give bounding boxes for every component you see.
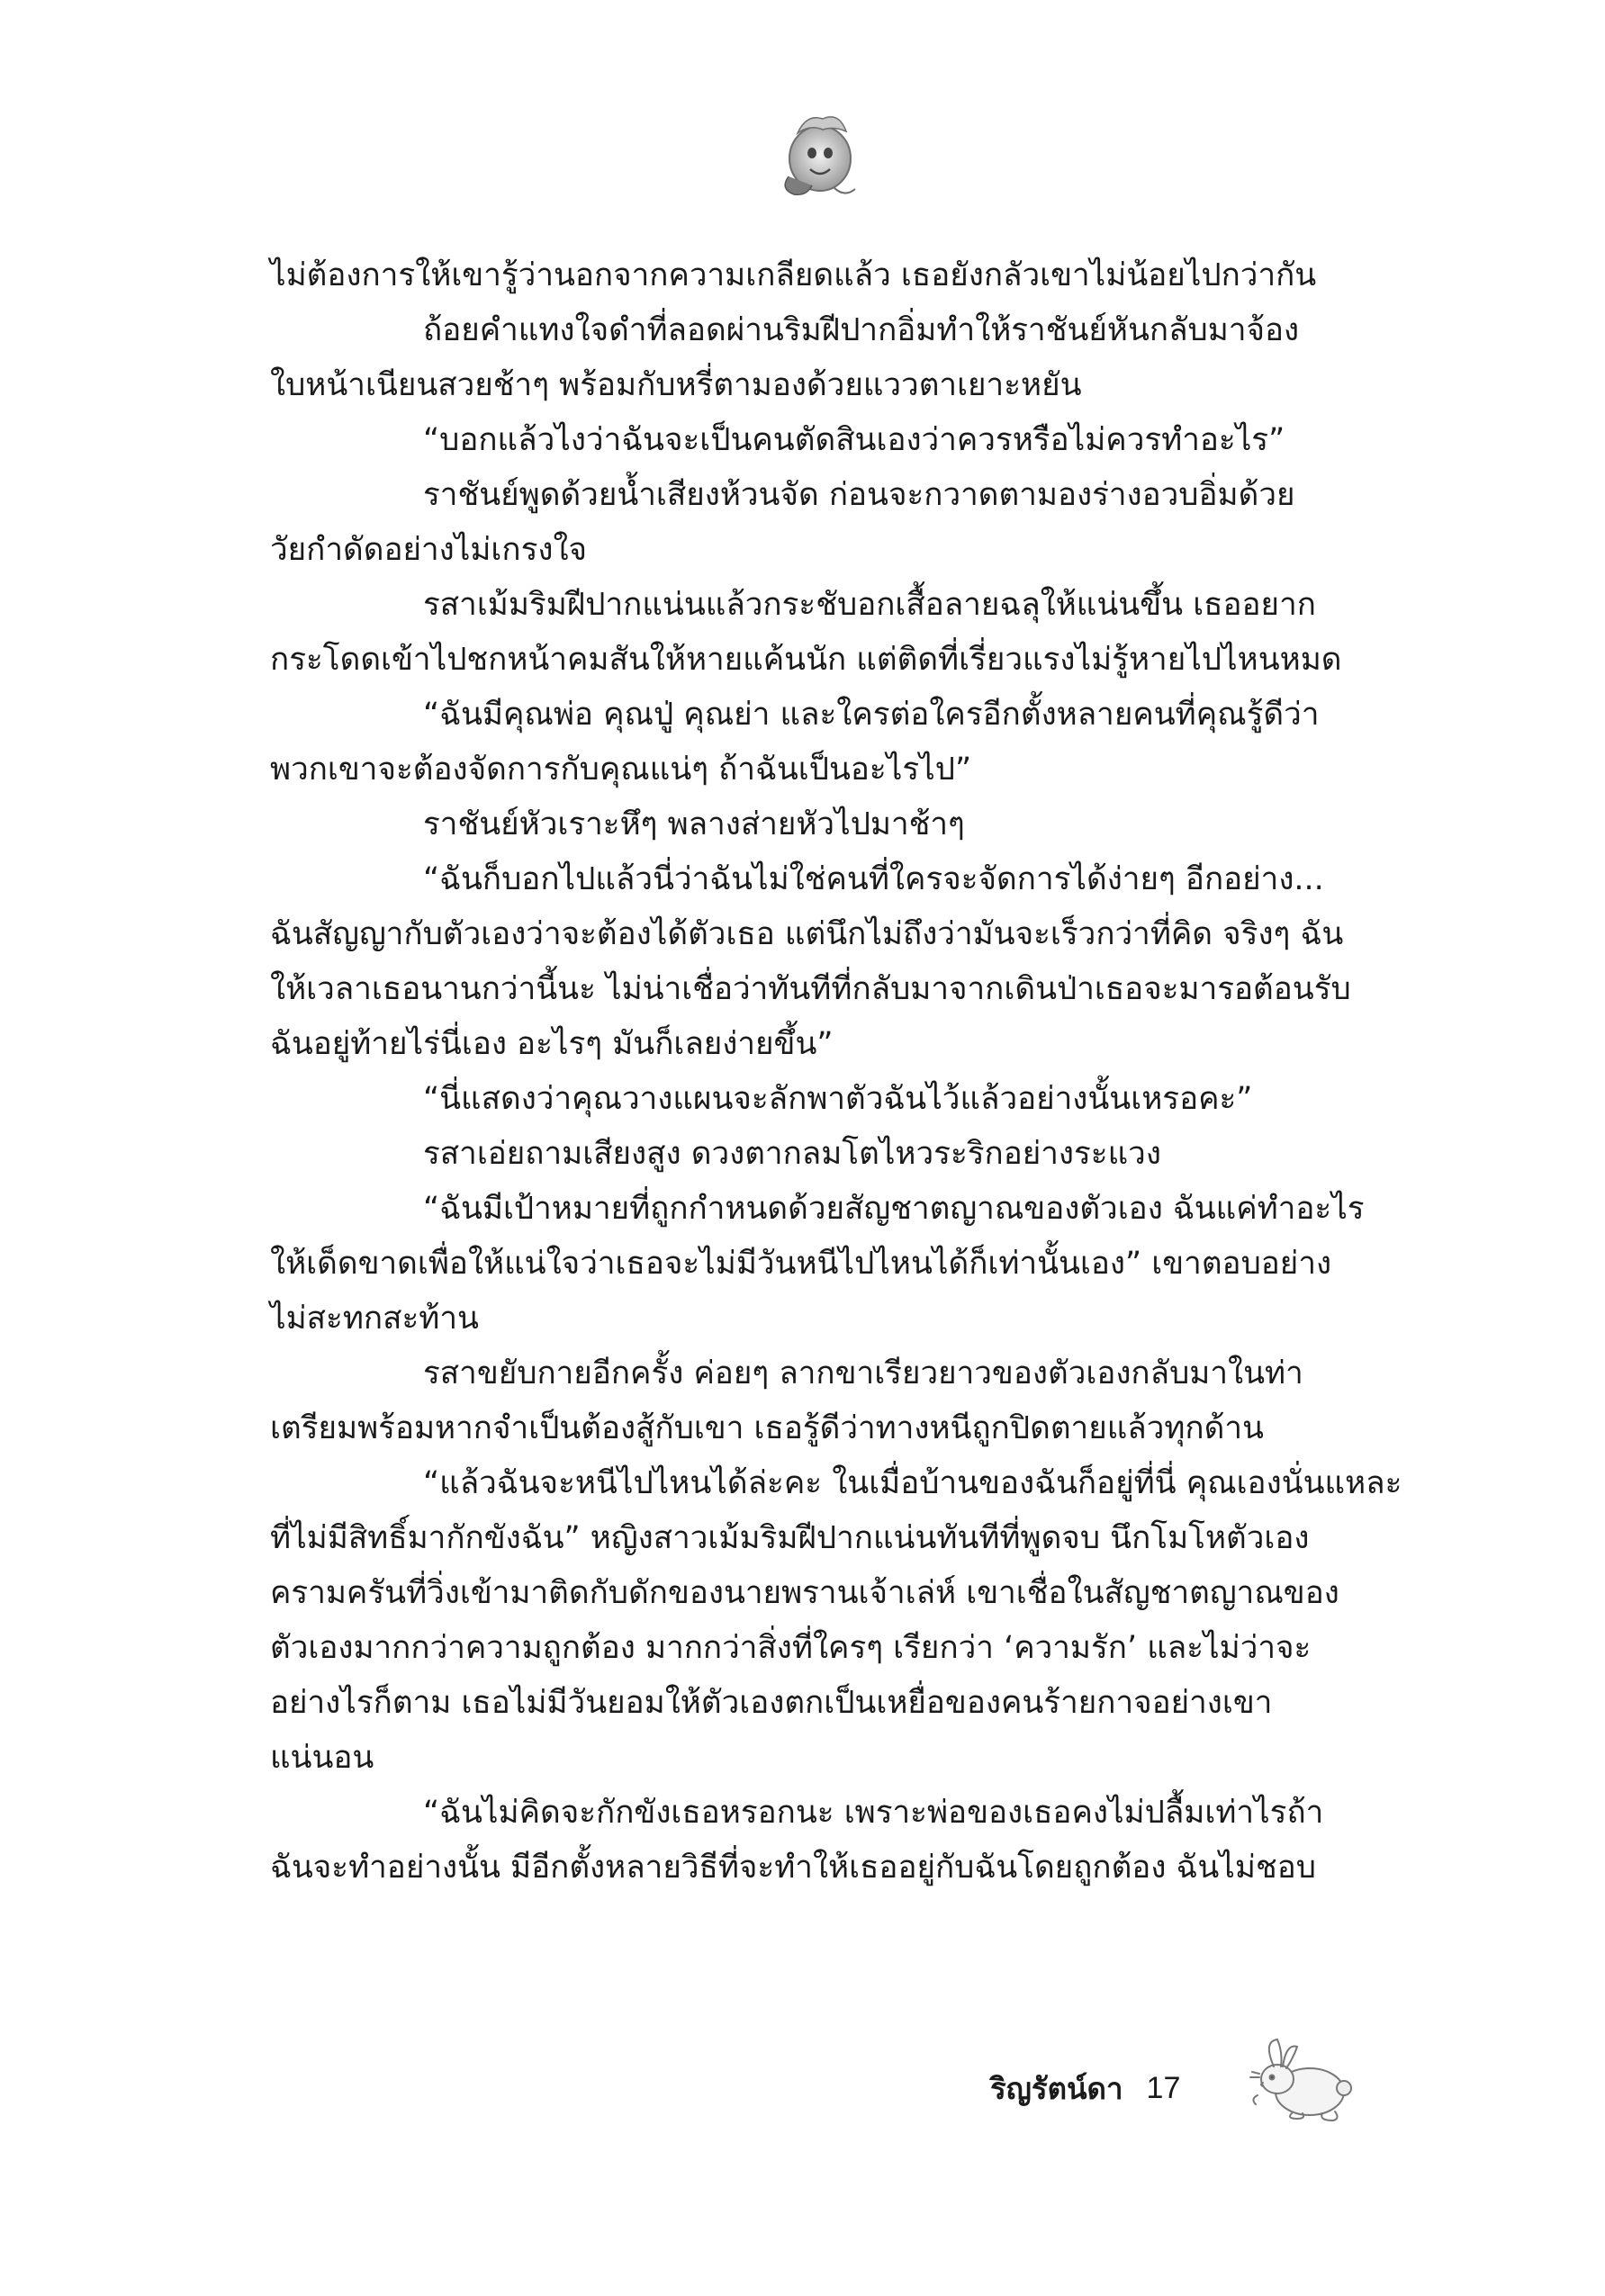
author-name: ริญรัตน์ดา: [990, 2070, 1123, 2106]
text-line: วัยกำดัดอย่างไม่เกรงใจ: [270, 532, 588, 568]
text-line: รสาเม้มริมฝีปากแน่นแล้วกระชับอกเสื้อลายฉลุให้แน่นขึ้น เธออยาก: [423, 587, 1316, 623]
text-line: แน่นอน: [270, 1740, 374, 1776]
text-line: ถ้อยคำแทงใจดำที่ลอดผ่านริมฝีปากอิ่มทำให้ราชันย์หันกลับมาจ้อง: [423, 312, 1300, 348]
text-line: “นี่แสดงว่าคุณวางแผนจะลักพาตัวฉันไว้แล้วอย่างนั้นเหรอคะ”: [423, 1081, 1253, 1117]
text-line: รสาขยับกายอีกครั้ง ค่อยๆ ลากขาเรียวยาวของตัวเองกลับมาในท่า: [423, 1355, 1303, 1391]
text-line: พวกเขาจะต้องจัดการกับคุณแน่ๆ ถ้าฉันเป็นอะไรไป”: [270, 752, 972, 788]
text-line: ไม่สะทกสะท้าน: [270, 1301, 479, 1337]
text-line: เตรียมพร้อมหากจำเป็นต้องสู้กับเขา เธอรู้ดีว่าทางหนีถูกปิดตายแล้วทุกด้าน: [270, 1410, 1264, 1446]
text-line: ใบหน้าเนียนสวยช้าๆ พร้อมกับหรี่ตามองด้วยแววตาเยาะหยัน: [270, 367, 1082, 403]
text-line: “ฉันก็บอกไปแล้วนี่ว่าฉันไม่ใช่คนที่ใครจะจัดการได้ง่ายๆ อีกอย่าง...: [423, 861, 1324, 897]
text-line: ราชันย์หัวเราะหึๆ พลางส่ายหัวไปมาช้าๆ: [423, 806, 965, 842]
text-line: ฉันจะทำอย่างนั้น มีอีกตั้งหลายวิธีที่จะทำให้เธออยู่กับฉันโดยถูกต้อง ฉันไม่ชอบ: [270, 1850, 1316, 1886]
text-line: “ฉันมีคุณพ่อ คุณปู่ คุณย่า และใครต่อใครอีกตั้งหลายคนที่คุณรู้ดีว่า: [423, 697, 1320, 733]
page-footer: [990, 2061, 1180, 2115]
text-line: อย่างไรก็ตาม เธอไม่มีวันยอมให้ตัวเองตกเป็นเหยื่อของคนร้ายกาจอย่างเขา: [270, 1685, 1273, 1721]
text-line: ฉันสัญญากับตัวเองว่าจะต้องได้ตัวเธอ แต่นึกไม่ถึงว่ามันจะเร็วกว่าที่คิด จริงๆ ฉัน: [270, 916, 1344, 952]
cartoon-ornament-icon: [771, 106, 870, 205]
text-line: ครามครันที่วิ่งเข้ามาติดกับดักของนายพรานเจ้าเล่ห์ เขาเชื่อในสัญชาตญาณของ: [270, 1575, 1339, 1611]
text-line: ฉันอยู่ท้ายไร่นี่เอง อะไรๆ มันก็เลยง่ายขึ้น”: [270, 1026, 834, 1062]
story-text: [270, 248, 1402, 1895]
text-line: รสาเอ่ยถามเสียงสูง ดวงตากลมโตไหวระริกอย่างระแวง: [423, 1136, 1161, 1172]
text-line: ตัวเองมากกว่าความถูกต้อง มากกว่าสิ่งที่ใครๆ เรียกว่า ‘ความรัก’ และไม่ว่าจะ: [270, 1630, 1312, 1666]
text-line: ที่ไม่มีสิทธิ์มากักขังฉัน” หญิงสาวเม้มริมฝีปากแน่นทันทีที่พูดจบ นึกโมโหตัวเอง: [270, 1520, 1310, 1556]
text-line: กระโดดเข้าไปชกหน้าคมสันให้หายแค้นนัก แต่ติดที่เรี่ยวแรงไม่รู้หายไปไหนหมด: [270, 642, 1342, 678]
text-line: “ฉันมีเป้าหมายที่ถูกกำหนดด้วยสัญชาตญาณของตัวเอง ฉันแค่ทำอะไร: [423, 1191, 1365, 1227]
text-line: ให้เด็ดขาดเพื่อให้แน่ใจว่าเธอจะไม่มีวันหนีไปไหนได้ก็เท่านั้นเอง” เขาตอบอย่าง: [270, 1246, 1332, 1282]
page-number: 17: [1146, 2070, 1181, 2105]
text-line: “แล้วฉันจะหนีไปไหนได้ล่ะคะ ในเมื่อบ้านของฉันก็อยู่ที่นี่ คุณเองนั่นแหละ: [423, 1465, 1402, 1501]
text-line: ให้เวลาเธอนานกว่านี้นะ ไม่น่าเชื่อว่าทันทีที่กลับมาจากเดินป่าเธอจะมารอต้อนรับ: [270, 971, 1351, 1007]
text-line: ราชันย์พูดด้วยน้ำเสียงห้วนจัด ก่อนจะกวาดตามองร่างอวบอิ่มด้วย: [423, 477, 1295, 513]
text-line: “บอกแล้วไงว่าฉันจะเป็นคนตัดสินเองว่าควรหรือไม่ควรทำอะไร”: [423, 422, 1285, 458]
text-line: “ฉันไม่คิดจะกักขังเธอหรอกนะ เพราะพ่อของเธอคงไม่ปลื้มเท่าไรถ้า: [423, 1795, 1324, 1831]
rabbit-icon: [1247, 2036, 1364, 2126]
text-line: ไม่ต้องการให้เขารู้ว่านอกจากความเกลียดแล้ว เธอยังกลัวเขาไม่น้อยไปกว่ากัน: [270, 257, 1317, 293]
